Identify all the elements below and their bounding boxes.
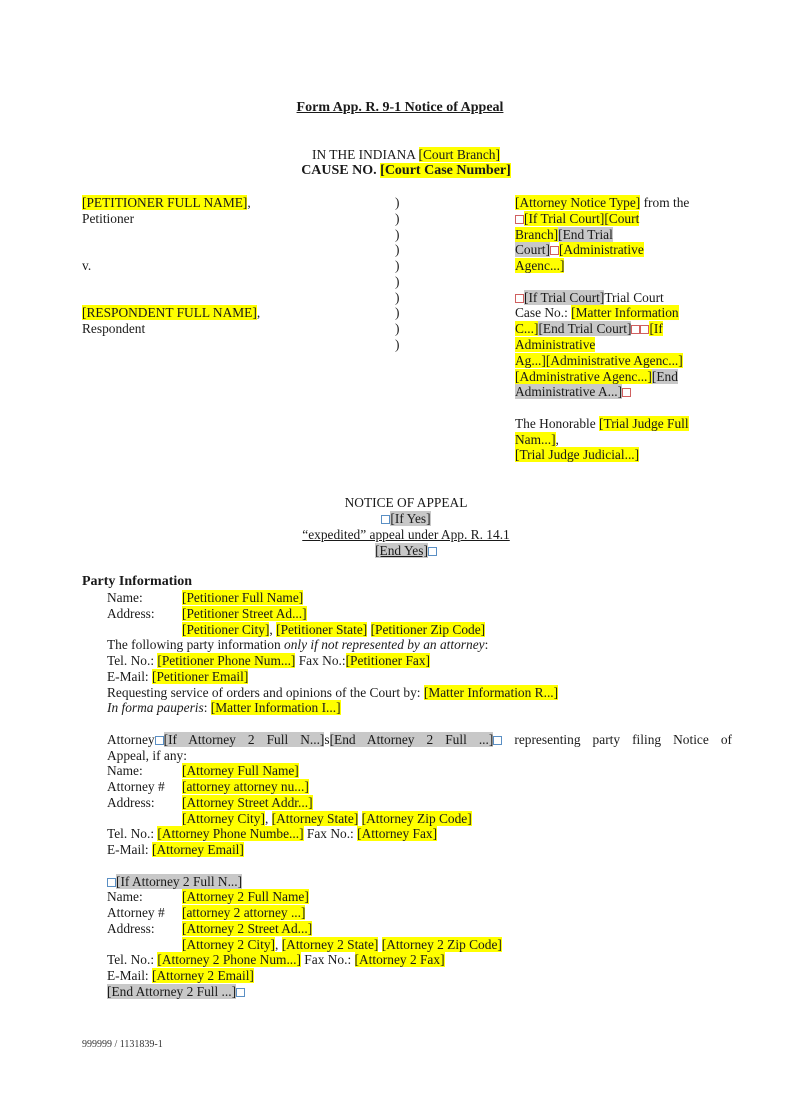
cause-label: CAUSE NO. xyxy=(301,163,381,178)
end-attorney2-line xyxy=(107,984,245,1000)
attorney-number-field[interactable]: [attorney attorney nu...] xyxy=(182,779,309,794)
attorney-phone-field[interactable]: [Attorney Phone Numbe...] xyxy=(157,826,304,841)
attorney2-number-label: Attorney # xyxy=(107,905,165,920)
judge-judicial-line xyxy=(515,447,639,463)
attorney-number-label: Attorney # xyxy=(107,779,165,794)
caption-paren: ) xyxy=(395,290,400,305)
administrative-agency-field[interactable]: [Administrative Agenc...] xyxy=(515,369,652,384)
petitioner-state-field[interactable]: [Petitioner State] xyxy=(276,622,368,637)
petitioner-email-line xyxy=(107,669,248,685)
if-admin-field-end[interactable]: Ag...] xyxy=(515,353,546,368)
administrative-field-cont[interactable]: Agenc...] xyxy=(515,258,565,273)
attorney-zip-field[interactable]: [Attorney Zip Code] xyxy=(361,811,472,826)
trial-judge-judicial-field[interactable]: [Trial Judge Judicial...] xyxy=(515,447,640,462)
caption-paren: ) xyxy=(395,274,400,289)
trial-judge-name-field[interactable]: [Trial Judge Full xyxy=(599,416,689,431)
notice-type-line xyxy=(515,195,689,211)
end-trial-court-field[interactable]: [End Trial Court] xyxy=(538,321,632,336)
court-prefix: IN THE INDIANA xyxy=(312,147,419,162)
petitioner-phone-field[interactable]: [Petitioner Phone Num...] xyxy=(157,653,296,668)
end-admin-field[interactable]: [End xyxy=(651,369,678,384)
attorney-state-field[interactable]: [Attorney State] xyxy=(271,811,359,826)
if-trial-court-field[interactable]: [If Trial Court] xyxy=(524,290,605,305)
matter-information-r-field[interactable]: [Matter Information R...] xyxy=(423,685,559,700)
email-label: E-Mail: xyxy=(107,842,152,857)
fax-label: Fax No.: xyxy=(300,952,355,967)
attorney-full-name-field[interactable]: [Attorney Full Name] xyxy=(182,763,299,778)
respondent-name-line xyxy=(82,305,260,321)
court-branch-field[interactable]: [Court Branch] xyxy=(418,147,500,162)
admin-agenc-line xyxy=(515,369,678,385)
colon: : xyxy=(203,700,211,715)
court-branch-field-cont[interactable]: Branch] xyxy=(515,227,559,242)
petitioner-full-name-field[interactable]: [Petitioner Full Name] xyxy=(182,590,304,605)
petitioner-fax-field[interactable]: [Petitioner Fax] xyxy=(345,653,431,668)
matter-cont-line xyxy=(515,321,663,337)
party-name-label: Name: xyxy=(107,590,143,605)
requesting-line xyxy=(107,685,558,701)
case-no-line xyxy=(515,305,679,321)
party-address-label: Address: xyxy=(107,606,155,621)
petitioner-street-field[interactable]: [Petitioner Street Ad...] xyxy=(182,606,307,621)
if-yes-field[interactable]: [If Yes] xyxy=(390,511,431,526)
honorable-line xyxy=(515,416,689,432)
attorney2-phone-field[interactable]: [Attorney 2 Phone Num...] xyxy=(157,952,301,967)
tel-label: Tel. No.: xyxy=(107,826,158,841)
attorney2-tel-line xyxy=(107,952,445,968)
tel-label: Tel. No.: xyxy=(107,653,158,668)
attorney-email-field[interactable]: [Attorney Email] xyxy=(152,842,244,857)
in-forma-text: In forma pauperis xyxy=(107,700,204,715)
comma: , xyxy=(555,432,559,447)
administrative-line xyxy=(515,337,595,353)
following-text: The following party information xyxy=(107,637,285,652)
appeal-if-any: Appeal, if any: xyxy=(107,748,187,763)
end-attorney2-field[interactable]: [End Attorney 2 Full ...] xyxy=(107,984,237,999)
attorney2-number-field[interactable]: [attorney 2 attorney ...] xyxy=(182,905,306,920)
attorney-street-field[interactable]: [Attorney Street Addr...] xyxy=(182,795,313,810)
fax-label: Fax No.: xyxy=(303,826,358,841)
if-attorney2-line xyxy=(107,874,242,890)
petitioner-name-line xyxy=(82,195,251,211)
fax-label: Fax No.: xyxy=(295,653,346,668)
end-trial-field[interactable]: [End Trial xyxy=(558,227,613,242)
if-admin-field-cont[interactable]: Administrative xyxy=(515,337,596,352)
if-attorney2-field[interactable]: [If Attorney 2 Full N...] xyxy=(116,874,243,889)
administrative-agency-field[interactable]: [Administrative Agenc...] xyxy=(545,353,683,368)
cause-number-field[interactable]: [Court Case Number] xyxy=(380,163,511,178)
requesting-text: Requesting service of orders and opinions of the Court by: xyxy=(107,685,424,700)
caption-paren: ) xyxy=(395,242,400,257)
matter-information-i-field[interactable]: [Matter Information I...] xyxy=(210,700,341,715)
in-forma-line xyxy=(107,700,341,716)
petitioner-city-field[interactable]: [Petitioner City] xyxy=(182,622,270,637)
field-marker-icon xyxy=(631,325,640,334)
expedited-line: “expedited” appeal under App. R. 14.1 xyxy=(302,527,510,542)
end-trial-field-cont[interactable]: Court] xyxy=(515,242,550,257)
field-marker-icon xyxy=(493,736,502,745)
field-marker-icon xyxy=(515,215,524,224)
petitioner-label: Petitioner xyxy=(82,211,135,226)
agenc-line xyxy=(515,258,564,274)
trial-court-line xyxy=(515,290,664,306)
form-title: Form App. R. 9-1 Notice of Appeal xyxy=(296,100,504,115)
court-branch-field[interactable]: [Court xyxy=(604,211,640,226)
petitioner-zip-field[interactable]: [Petitioner Zip Code] xyxy=(370,622,486,637)
end-yes-line xyxy=(0,543,800,559)
attorney-lead-line xyxy=(107,732,732,748)
document-id: 999999 / 1131839-1 xyxy=(82,1039,163,1050)
matter-information-field[interactable]: [Matter Information xyxy=(571,305,679,320)
attorney2-address-label: Address: xyxy=(107,921,155,936)
field-marker-icon xyxy=(155,736,164,745)
attorney-fax-field[interactable]: [Attorney Fax] xyxy=(357,826,438,841)
trial-court-text: Trial Court xyxy=(604,290,664,305)
following-line xyxy=(107,637,488,653)
if-trial-court-field[interactable]: [If Trial Court] xyxy=(524,211,605,226)
matter-information-field-cont[interactable]: C...] xyxy=(515,321,539,336)
ag-line xyxy=(515,353,683,369)
trial-judge-name-field-cont[interactable]: Nam...] xyxy=(515,432,556,447)
attorney2-city-field[interactable]: [Attorney 2 City] xyxy=(182,937,275,952)
if-admin-field[interactable]: [If xyxy=(649,321,663,336)
attorney-city-line xyxy=(182,811,472,827)
attorney-address-label: Address: xyxy=(107,795,155,810)
court-line xyxy=(0,147,800,163)
petitioner-email-field[interactable]: [Petitioner Email] xyxy=(152,669,249,684)
attorney-city-field[interactable]: [Attorney City] xyxy=(182,811,265,826)
end-yes-field[interactable]: [End Yes] xyxy=(375,543,428,558)
attorney2-zip-field[interactable]: [Attorney 2 Zip Code] xyxy=(381,937,502,952)
attorney-lead-text: Attorney xyxy=(107,732,155,747)
field-marker-icon xyxy=(550,246,559,255)
email-label: E-Mail: xyxy=(107,968,152,983)
branch-line xyxy=(515,227,613,243)
honorable-text: The Honorable xyxy=(515,416,600,431)
caption-paren: ) xyxy=(395,195,400,210)
end-admin-field-cont[interactable]: Administrative A...] xyxy=(515,384,623,399)
caption-paren: ) xyxy=(395,227,400,242)
cause-line xyxy=(0,163,800,179)
if-trial-court-line xyxy=(515,211,639,227)
notice-heading: NOTICE OF APPEAL xyxy=(344,495,468,510)
attorney-name-label: Name: xyxy=(107,763,143,778)
petitioner-name-field[interactable]: [PETITIONER FULL NAME] xyxy=(82,195,248,210)
comma: , xyxy=(247,195,251,210)
attorney2-name-label: Name: xyxy=(107,889,143,904)
representing-text: representing party filing Notice of xyxy=(502,732,732,747)
judge-name-cont-line xyxy=(515,432,559,448)
plural-s: s xyxy=(324,732,330,747)
petitioner-tel-line xyxy=(107,653,430,669)
attorney2-email-field[interactable]: [Attorney 2 Email] xyxy=(152,968,254,983)
field-marker-icon xyxy=(622,388,631,397)
field-marker-icon xyxy=(428,547,437,556)
versus-label: v. xyxy=(82,258,92,273)
attorney-notice-type-field[interactable]: [Attorney Notice Type] xyxy=(515,195,641,210)
attorney2-email-line xyxy=(107,968,254,984)
case-no-label: Case No.: xyxy=(515,305,572,320)
comma: , xyxy=(264,811,272,826)
caption-paren: ) xyxy=(395,258,400,273)
admin-a-line xyxy=(515,384,631,400)
attorney2-fax-field[interactable]: [Attorney 2 Fax] xyxy=(354,952,445,967)
attorney-tel-line xyxy=(107,826,437,842)
attorney2-state-field[interactable]: [Attorney 2 State] xyxy=(281,937,379,952)
field-marker-icon xyxy=(236,988,245,997)
caption-paren: ) xyxy=(395,211,400,226)
respondent-label: Respondent xyxy=(82,321,146,336)
field-marker-icon xyxy=(515,294,524,303)
tel-label: Tel. No.: xyxy=(107,952,158,967)
petitioner-city-line xyxy=(182,622,485,638)
party-information-heading: Party Information xyxy=(82,574,193,589)
field-marker-icon xyxy=(107,878,116,887)
caption-paren: ) xyxy=(395,337,400,352)
comma: , xyxy=(274,937,282,952)
comma: , xyxy=(269,622,277,637)
email-label: E-Mail: xyxy=(107,669,152,684)
colon: : xyxy=(484,637,489,652)
court-admin-line xyxy=(515,242,644,258)
attorney-email-line xyxy=(107,842,244,858)
attorney2-street-field[interactable]: [Attorney 2 Street Ad...] xyxy=(182,921,313,936)
end-attorney2-field[interactable]: [End Attorney 2 Full ...] xyxy=(329,732,494,747)
if-attorney2-field[interactable]: [If Attorney 2 Full N...] xyxy=(163,732,325,747)
if-yes-line xyxy=(0,511,800,527)
attorney2-city-line xyxy=(182,937,502,953)
only-if-text: only if not represented by an attorney xyxy=(284,637,485,652)
administrative-field[interactable]: [Administrative xyxy=(558,242,644,257)
caption-paren: ) xyxy=(395,305,400,320)
attorney2-full-name-field[interactable]: [Attorney 2 Full Name] xyxy=(182,889,309,904)
respondent-name-field[interactable]: [RESPONDENT FULL NAME] xyxy=(82,305,257,320)
from-the-text: from the xyxy=(640,195,690,210)
caption-paren: ) xyxy=(395,321,400,336)
comma: , xyxy=(256,305,261,320)
